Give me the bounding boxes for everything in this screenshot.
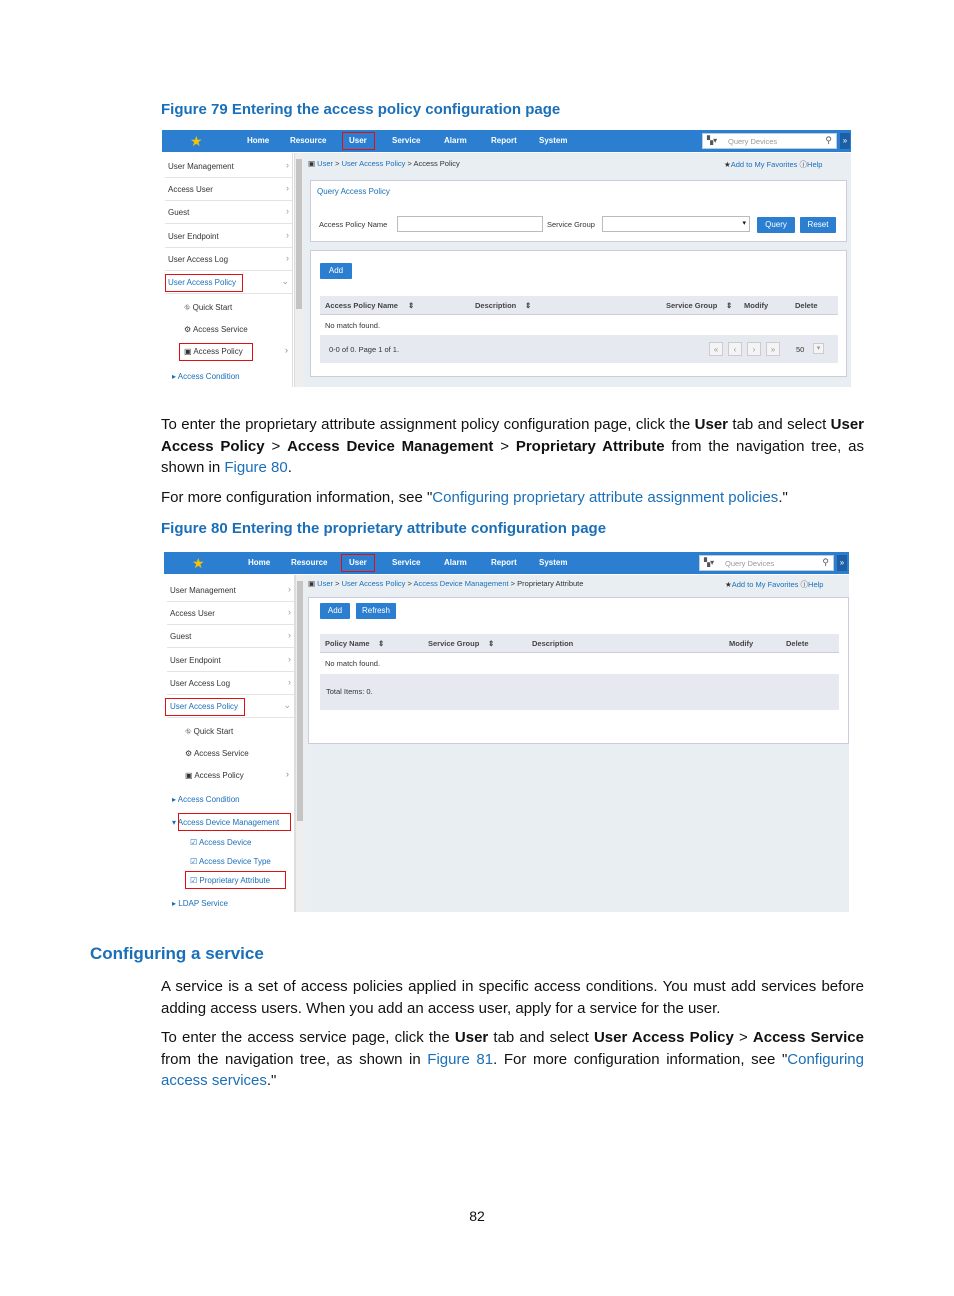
sidebar-scrollbar[interactable]	[294, 153, 304, 387]
subitem-label: Quick Start	[192, 303, 233, 312]
results-panel	[310, 250, 847, 377]
text: ."	[266, 1072, 277, 1089]
highlight-box	[341, 554, 375, 572]
breadcrumb-separator: >	[407, 159, 412, 168]
breadcrumb	[308, 579, 583, 588]
tab-report[interactable]: Report	[491, 136, 517, 145]
sidebar-item-access-user[interactable]	[167, 602, 294, 625]
breadcrumb-separator: >	[407, 579, 412, 588]
subitem-label: Access Policy	[194, 771, 244, 780]
tab-alarm[interactable]: Alarm	[444, 136, 467, 145]
total-items: Total Items: 0.	[326, 687, 373, 696]
caret-down-icon: ▾	[172, 818, 178, 827]
text: tab and select	[488, 1029, 594, 1046]
breadcrumb-current: Access Policy	[413, 159, 460, 168]
sidebar	[164, 575, 295, 912]
empty-message: No match found.	[325, 659, 381, 668]
text: . For more configuration information, see "	[493, 1050, 788, 1068]
chevron-down-icon: ⌄	[281, 276, 289, 286]
star-icon[interactable]: ★	[192, 555, 205, 571]
highlight-box	[179, 343, 253, 361]
star-icon: ★	[725, 580, 732, 589]
sidebar-subitem-access-device[interactable]	[190, 838, 251, 847]
sidebar-item-label: User Management	[168, 162, 234, 171]
reset-button[interactable]: Reset	[800, 217, 836, 233]
sidebar-item-label: Access User	[168, 185, 213, 194]
sort-icon: ⇕	[378, 639, 385, 648]
sidebar-item-label: User Management	[170, 586, 236, 595]
breadcrumb-separator: >	[510, 579, 516, 588]
column-header: Delete	[795, 301, 818, 310]
text: ."	[778, 489, 788, 506]
subitem-label: Proprietary Attribute	[199, 876, 271, 885]
add-button[interactable]: Add	[320, 603, 350, 619]
text: tab and select	[728, 416, 831, 433]
column-header: Modify	[729, 639, 754, 648]
sidebar-subitem-access-service[interactable]	[184, 325, 248, 334]
refresh-button[interactable]: Refresh	[356, 603, 396, 619]
search-icon[interactable]: ⚲	[822, 557, 829, 567]
text: To enter the proprietary attribute assignment policy configuration page, click the	[161, 416, 695, 433]
section-heading: Configuring a service	[90, 944, 264, 963]
subitem-label: Access Policy	[193, 347, 243, 356]
results-panel	[308, 597, 849, 744]
help-icon: ⓘ	[800, 580, 809, 589]
bold-text: Access Service	[752, 1029, 864, 1046]
query-devices-input[interactable]	[702, 133, 837, 149]
add-favorites-label: Add to My Favorites	[730, 160, 798, 169]
column-header[interactable]: Policy Name	[325, 639, 370, 648]
column-header[interactable]: Access Policy Name	[325, 301, 398, 310]
breadcrumb	[308, 159, 460, 168]
text: >	[264, 437, 288, 455]
next-page-icon[interactable]: ›	[747, 342, 761, 356]
subitem-label: Access Condition	[177, 372, 240, 381]
chevron-right-icon: ›	[288, 607, 291, 617]
star-icon[interactable]: ★	[190, 133, 203, 149]
device-config-icon: ☑	[190, 857, 199, 866]
add-button[interactable]: Add	[320, 263, 352, 279]
column-header[interactable]: Description	[475, 301, 517, 310]
column-header[interactable]: Service Group	[666, 301, 718, 310]
empty-message: No match found.	[325, 321, 381, 330]
sidebar-item-user-access-log[interactable]	[167, 672, 294, 695]
column-header: Description	[532, 639, 574, 648]
subitem-label: Access Condition	[177, 795, 240, 804]
figure-81-link[interactable]: Figure 81	[427, 1050, 494, 1068]
sidebar-item-guest[interactable]	[167, 625, 294, 648]
quick-start-icon: ⛗	[184, 303, 193, 312]
query-panel	[310, 180, 847, 242]
tab-user[interactable]: User	[349, 136, 367, 145]
add-favorites-link[interactable]	[724, 159, 822, 170]
text: from the navigation tree, as shown in	[161, 437, 864, 476]
table-header	[320, 634, 839, 653]
breadcrumb-icon: ▣	[308, 159, 318, 168]
policy-icon: ▣	[185, 771, 195, 780]
chevron-right-icon: ›	[286, 183, 289, 193]
figure-80-screenshot	[164, 552, 849, 912]
sort-icon: ⇕	[408, 301, 415, 310]
chevron-right-icon: ›	[286, 206, 289, 216]
tab-resource[interactable]: Resource	[291, 558, 328, 567]
tab-service[interactable]: Service	[392, 136, 421, 145]
sidebar-subitem-access-condition[interactable]	[172, 795, 240, 804]
subitem-label: Quick Start	[193, 727, 234, 736]
help-icon: ⓘ	[799, 160, 808, 169]
service-icon: ⚙	[184, 325, 193, 334]
sidebar-subitem-access-policy[interactable]	[185, 771, 244, 780]
sidebar-item-guest[interactable]	[165, 201, 292, 224]
tab-home[interactable]: Home	[248, 558, 271, 567]
service-group-label: Service Group	[547, 220, 595, 229]
sidebar-item-label: Guest	[168, 208, 190, 217]
tab-report[interactable]: Report	[491, 558, 517, 567]
main-content	[305, 575, 849, 912]
sidebar-item-label: User Access Log	[170, 679, 231, 688]
chevron-right-icon: ›	[286, 230, 289, 240]
section-paragraph-2	[161, 1027, 864, 1092]
table-header	[320, 296, 838, 315]
policy-icon: ▣	[184, 347, 194, 356]
chevron-right-icon: ›	[286, 253, 289, 263]
column-header[interactable]: Service Group	[428, 639, 480, 648]
text: >	[733, 1029, 753, 1046]
breadcrumb-link[interactable]: User	[317, 159, 334, 168]
star-icon: ★	[724, 160, 731, 169]
query-placeholder: Query Devices	[725, 559, 775, 568]
sidebar-item-label: User Endpoint	[170, 656, 221, 665]
breadcrumb-link[interactable]: Access Device Management	[413, 579, 509, 588]
help-label[interactable]: Help	[807, 160, 823, 169]
sidebar-item-label: User Access Log	[168, 255, 229, 264]
breadcrumb-link[interactable]: User Access Policy	[341, 579, 406, 588]
column-header: Delete	[786, 639, 809, 648]
breadcrumb-separator: >	[335, 159, 340, 168]
breadcrumb-link[interactable]: User	[317, 579, 334, 588]
figure-79-caption: Figure 79 Entering the access policy configuration page	[161, 101, 561, 118]
column-header: Modify	[744, 301, 769, 310]
sidebar-item-user-endpoint[interactable]	[167, 649, 294, 672]
chevron-right-icon: ›	[288, 630, 291, 640]
sidebar-item-label: User Access Policy	[170, 702, 239, 711]
chevron-right-icon: ›	[288, 654, 291, 664]
bold-text: Proprietary Attribute	[515, 437, 665, 455]
service-group-select[interactable]	[602, 216, 750, 232]
highlight-box	[165, 274, 243, 292]
sidebar-item-user-access-log[interactable]	[165, 248, 292, 271]
chevron-right-icon: ›	[285, 345, 288, 355]
highlight-box	[185, 871, 286, 889]
chevron-down-icon[interactable]: »	[837, 555, 847, 571]
sidebar-item-label: Access User	[170, 609, 215, 618]
breadcrumb-separator: >	[335, 579, 340, 588]
dropdown-arrow-icon: ▾	[742, 220, 746, 227]
policy-name-input[interactable]	[397, 216, 543, 232]
query-button[interactable]: Query	[757, 217, 795, 233]
query-panel-title: Query Access Policy	[317, 187, 390, 196]
figure-79-screenshot	[162, 130, 851, 387]
chevron-down-icon: ⌄	[283, 700, 291, 710]
sidebar-item-access-user[interactable]	[165, 178, 292, 201]
paragraph-proprietary-attribute	[161, 414, 864, 479]
pagination-bar	[320, 674, 839, 710]
sidebar-scrollbar[interactable]	[295, 575, 305, 912]
sort-icon: ⇕	[726, 301, 733, 310]
quick-start-icon: ⛗	[185, 727, 194, 736]
add-favorites-label: Add to My Favorites	[731, 580, 799, 589]
bold-text: User Access Policy	[161, 416, 865, 455]
subitem-label: LDAP Service	[178, 899, 228, 908]
sidebar-subitem-quick-start[interactable]	[184, 303, 232, 313]
sidebar-subitem-ldap-service[interactable]	[172, 899, 228, 908]
sort-icon: ⇕	[525, 301, 532, 310]
tab-system[interactable]: System	[539, 136, 568, 145]
sidebar-subitem-access-device-type[interactable]	[190, 857, 271, 866]
subitem-label: Access Device Management	[177, 818, 280, 827]
text: >	[493, 437, 516, 455]
top-nav-bar	[162, 130, 851, 152]
tab-resource[interactable]: Resource	[290, 136, 327, 145]
text: .	[287, 459, 292, 476]
paging-info: 0-0 of 0. Page 1 of 1.	[329, 345, 400, 354]
bold-text: User	[454, 1029, 489, 1046]
figure-80-caption: Figure 80 Entering the proprietary attribute configuration page	[161, 520, 607, 537]
highlight-box	[178, 813, 291, 831]
device-config-icon: ☑	[190, 838, 199, 847]
subitem-label: Access Service	[193, 749, 249, 758]
chevron-right-icon: ›	[286, 160, 289, 170]
chevron-right-icon: ›	[286, 769, 289, 779]
prev-page-icon[interactable]: ‹	[728, 342, 742, 356]
text: For more configuration information, see "	[161, 489, 433, 506]
help-label[interactable]: Help	[808, 580, 824, 589]
policy-name-label: Access Policy Name	[319, 220, 388, 229]
bold-text: User	[694, 416, 728, 433]
scrollbar-thumb[interactable]	[297, 581, 303, 821]
sort-icon: ⇕	[488, 639, 495, 648]
chevron-right-icon: ›	[288, 677, 291, 687]
subitem-label: Access Service	[192, 325, 248, 334]
section-paragraph-1: A service is a set of access policies applied in specific access conditions. You must add services before adding access users. When you add an access user, apply for a service for the user.	[161, 978, 864, 1017]
subitem-label: Access Device Type	[198, 857, 271, 866]
page-number: 82	[469, 1208, 485, 1224]
text: from the navigation tree, as shown in	[161, 1050, 428, 1068]
pagination-bar	[320, 335, 838, 363]
search-icon[interactable]: ⚲	[825, 135, 832, 145]
highlight-box	[165, 698, 245, 716]
sidebar-subitem-quick-start[interactable]	[185, 727, 233, 737]
tab-alarm[interactable]: Alarm	[444, 558, 467, 567]
figure-80-link[interactable]: Figure 80	[224, 459, 288, 476]
breadcrumb-link[interactable]: User Access Policy	[341, 159, 406, 168]
caret-right-icon: ▸	[172, 899, 179, 908]
page-size-value[interactable]: 50	[796, 345, 805, 354]
sidebar	[162, 153, 293, 387]
sidebar-item-user-management[interactable]	[167, 579, 294, 602]
page-size-dropdown-icon[interactable]: ▾	[813, 343, 824, 354]
sidebar-subitem-access-service[interactable]	[185, 749, 249, 758]
tab-home[interactable]: Home	[247, 136, 270, 145]
highlight-box	[342, 132, 375, 150]
caret-right-icon: ▸	[172, 795, 178, 804]
first-page-icon[interactable]: «	[709, 342, 723, 356]
tab-service[interactable]: Service	[392, 558, 421, 567]
sidebar-subitem-access-condition[interactable]	[172, 372, 240, 381]
subitem-label: Access Device	[198, 838, 252, 847]
paragraph-more-info	[161, 487, 864, 509]
last-page-icon[interactable]: »	[766, 342, 780, 356]
query-devices-input[interactable]	[699, 555, 834, 571]
service-icon: ⚙	[185, 749, 194, 758]
bold-text: Access Device Management	[287, 437, 494, 455]
breadcrumb-current: Proprietary Attribute	[517, 579, 584, 588]
sidebar-item-user-management[interactable]	[165, 155, 292, 178]
caret-right-icon: ▸	[172, 372, 178, 381]
top-nav-bar	[164, 552, 849, 574]
scrollbar-thumb[interactable]	[296, 159, 302, 309]
configuring-proprietary-attribute-link[interactable]: Configuring proprietary attribute assignment policies	[432, 489, 779, 506]
tab-system[interactable]: System	[539, 558, 568, 567]
sidebar-item-user-endpoint[interactable]	[165, 225, 292, 248]
device-config-icon: ☑	[190, 876, 200, 885]
text: To enter the access service page, click the	[161, 1029, 455, 1046]
sidebar-item-label: User Endpoint	[168, 232, 219, 241]
chevron-right-icon: ›	[288, 584, 291, 594]
add-favorites-link[interactable]	[725, 579, 823, 590]
sidebar-item-label: Guest	[170, 632, 192, 641]
sidebar-item-label: User Access Policy	[168, 278, 237, 287]
query-placeholder: Query Devices	[728, 137, 778, 146]
chevron-down-icon[interactable]: »	[840, 133, 850, 149]
device-icon: ▚▾	[707, 136, 718, 145]
main-content	[304, 153, 851, 387]
tab-user[interactable]: User	[349, 558, 367, 567]
bold-text: User Access Policy	[593, 1029, 734, 1046]
configuring-access-services-link[interactable]: Configuring access services	[161, 1050, 864, 1089]
breadcrumb-icon: ▣	[308, 579, 318, 588]
device-icon: ▚▾	[704, 558, 715, 567]
